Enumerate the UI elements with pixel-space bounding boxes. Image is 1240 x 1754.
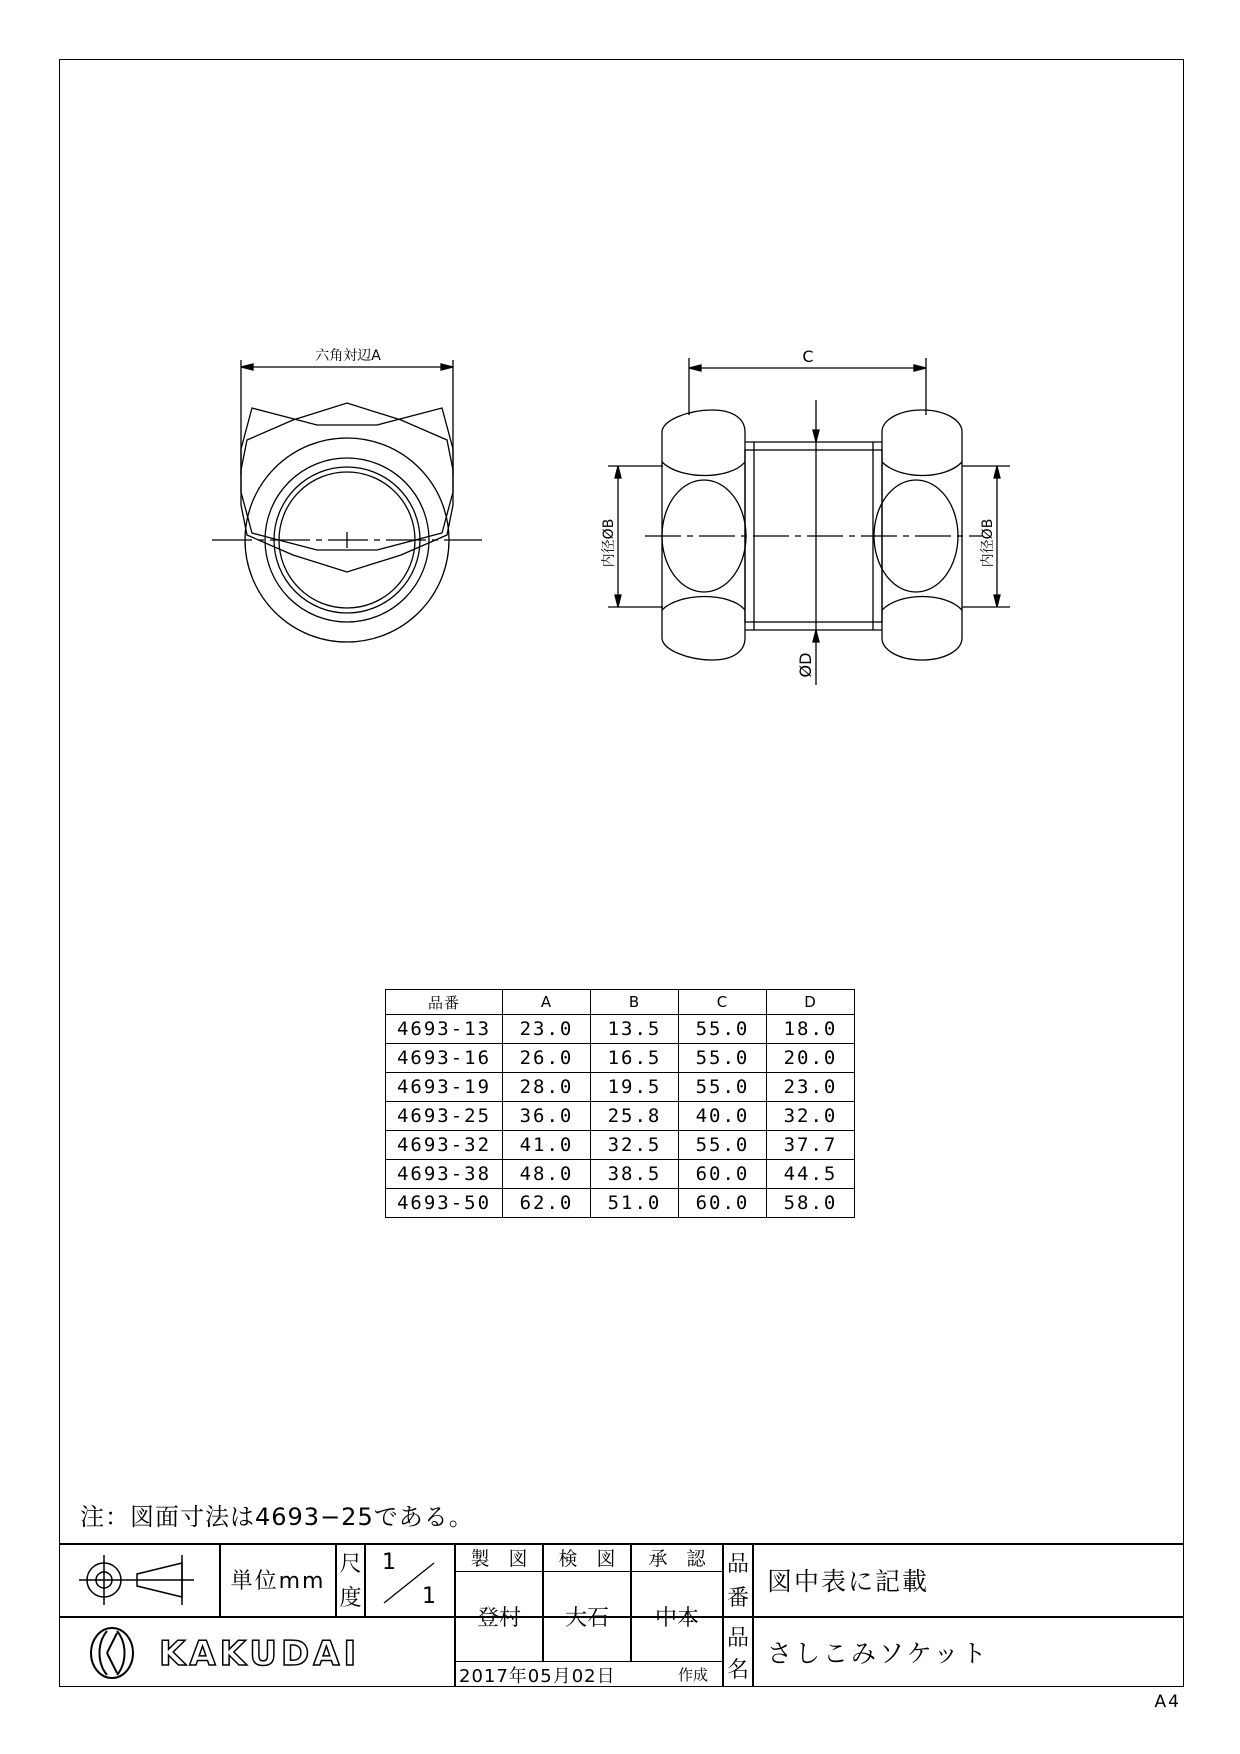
table-cell: 23.0 — [503, 1015, 591, 1044]
table-cell: 4693-19 — [386, 1073, 503, 1102]
approved-label: 承 認 — [648, 1547, 706, 1570]
part-no-label-1: 品 — [726, 1551, 749, 1577]
table-cell: 55.0 — [679, 1073, 767, 1102]
table-cell: 36.0 — [503, 1102, 591, 1131]
part-name-value: さしこみソケット — [767, 1639, 990, 1668]
header-d: D — [767, 990, 855, 1015]
approved-by: 中本 — [654, 1606, 699, 1631]
table-row — [386, 1073, 855, 1102]
table-cell: 32.0 — [767, 1102, 855, 1131]
table-cell: 58.0 — [767, 1189, 855, 1218]
table-cell: 20.0 — [767, 1044, 855, 1073]
scale-numerator: 1 — [382, 1549, 396, 1575]
dia-d-label: ØD — [796, 652, 815, 678]
table-header-row — [386, 990, 855, 1015]
table-cell: 23.0 — [767, 1073, 855, 1102]
table-row — [386, 1015, 855, 1044]
checked-by: 大石 — [564, 1606, 609, 1631]
table-cell: 37.7 — [767, 1131, 855, 1160]
table-cell: 62.0 — [503, 1189, 591, 1218]
part-name-label-2: 名 — [726, 1657, 749, 1683]
table-cell: 26.0 — [503, 1044, 591, 1073]
part-name-label-1: 品 — [726, 1625, 749, 1651]
table-cell: 4693-50 — [386, 1189, 503, 1218]
sheet-size-label: A4 — [1154, 1692, 1181, 1712]
drawing-frame — [59, 59, 1184, 1687]
table-cell: 48.0 — [503, 1160, 591, 1189]
table-cell: 40.0 — [679, 1102, 767, 1131]
created-date: 2017年05月02日 — [459, 1665, 616, 1687]
dimension-table — [385, 989, 855, 1218]
table-cell: 38.5 — [591, 1160, 679, 1189]
created-label: 作成 — [677, 1666, 708, 1684]
header-c: C — [679, 990, 767, 1015]
kakudai-logo-icon — [87, 1625, 137, 1681]
table-row — [386, 1160, 855, 1189]
title-block — [59, 1543, 1184, 1687]
table-row — [386, 1102, 855, 1131]
scale-label-2: 度 — [339, 1585, 362, 1611]
table-cell: 55.0 — [679, 1015, 767, 1044]
table-cell: 28.0 — [503, 1073, 591, 1102]
front-view-drawing — [200, 340, 500, 700]
table-row — [386, 1131, 855, 1160]
drafted-by: 登村 — [476, 1606, 521, 1631]
table-row — [386, 1189, 855, 1218]
table-cell: 32.5 — [591, 1131, 679, 1160]
table-cell: 16.5 — [591, 1044, 679, 1073]
drawing-note: 注：図面寸法は4693−25である。 — [80, 1503, 474, 1531]
brand-wordmark: KAKUDAI — [159, 1634, 361, 1674]
header-b: B — [591, 990, 679, 1015]
table-cell: 55.0 — [679, 1131, 767, 1160]
table-cell: 4693-38 — [386, 1160, 503, 1189]
header-part-no: 品番 — [386, 990, 503, 1015]
third-angle-projection-icon — [79, 1555, 199, 1605]
table-cell: 4693-32 — [386, 1131, 503, 1160]
part-no-label-2: 番 — [726, 1585, 749, 1611]
inner-dia-b-label-left: 内径ØB — [601, 518, 617, 568]
table-cell: 4693-25 — [386, 1102, 503, 1131]
table-cell: 60.0 — [679, 1160, 767, 1189]
table-cell: 4693-16 — [386, 1044, 503, 1073]
part-no-value: 図中表に記載 — [767, 1566, 930, 1596]
table-cell: 55.0 — [679, 1044, 767, 1073]
table-cell: 4693-13 — [386, 1015, 503, 1044]
table-cell: 13.5 — [591, 1015, 679, 1044]
table-cell: 18.0 — [767, 1015, 855, 1044]
c-dimension-label: C — [802, 347, 814, 366]
table-cell: 41.0 — [503, 1131, 591, 1160]
unit-label: 単位mm — [230, 1569, 326, 1594]
table-cell: 19.5 — [591, 1073, 679, 1102]
inner-dia-b-label-right: 内径ØB — [980, 518, 996, 568]
drafted-label: 製 図 — [470, 1547, 528, 1570]
table-cell: 51.0 — [591, 1189, 679, 1218]
hex-dimension-label: 六角対辺A — [315, 348, 381, 364]
checked-label: 検 図 — [558, 1547, 616, 1570]
table-cell: 60.0 — [679, 1189, 767, 1218]
scale-denominator: 1 — [422, 1583, 436, 1609]
table-cell: 44.5 — [767, 1160, 855, 1189]
header-a: A — [503, 990, 591, 1015]
side-view-drawing — [590, 340, 1020, 720]
table-cell: 25.8 — [591, 1102, 679, 1131]
table-row — [386, 1044, 855, 1073]
scale-label-1: 尺 — [339, 1551, 362, 1577]
